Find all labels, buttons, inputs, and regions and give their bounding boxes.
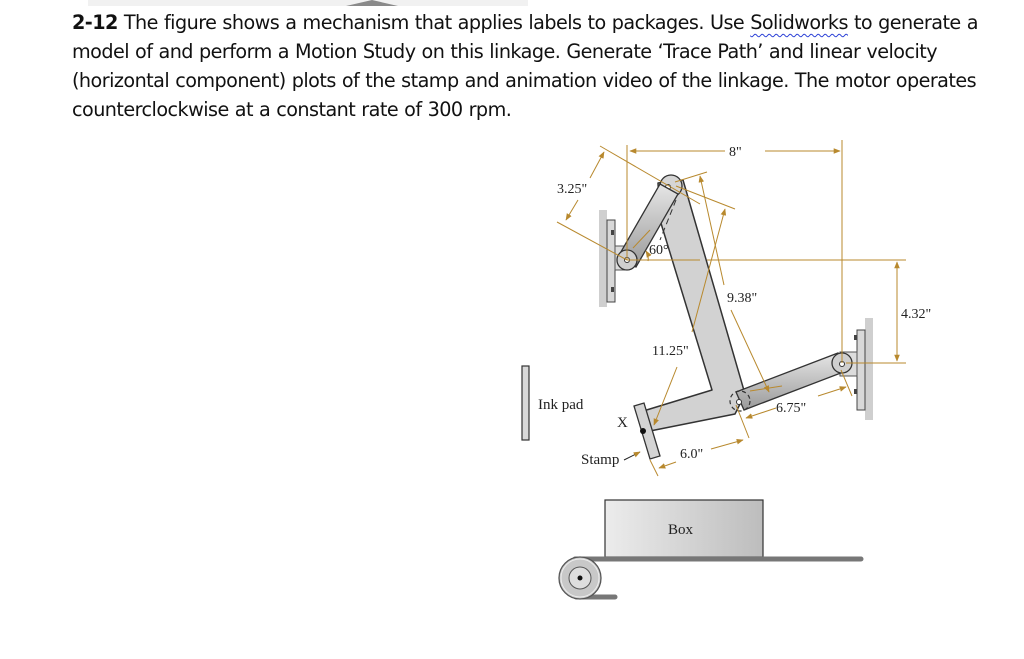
conveyor-roller <box>559 557 601 599</box>
label-box: Box <box>668 522 694 538</box>
dim-rocker-length: 6.75" <box>776 401 807 416</box>
conveyor-belt <box>575 559 861 597</box>
label-ink-pad: Ink pad <box>538 397 584 413</box>
software-name: Solidworks <box>750 11 848 34</box>
label-point-x: X <box>617 415 628 431</box>
dim-coupler-lower: 11.25" <box>652 344 689 359</box>
stamp-leader <box>624 452 640 460</box>
problem-text-part2: to generate a model of and perform a Motion Study on this linkage. Generate ‘Trace Path’ and linear velocity (horizontal component) plots of the stamp and animation video of the linkage. The motor operates counterclockwise at a constant rate of 300 rpm. <box>72 11 978 121</box>
dim-crank-angle: 60° <box>649 243 669 258</box>
dimension-lines <box>557 140 906 476</box>
label-stamp: Stamp <box>581 452 620 468</box>
problem-number: 2-12 <box>72 11 118 34</box>
dim-crank-length: 3.25" <box>557 182 588 197</box>
dim-vertical-offset: 4.32" <box>901 307 932 322</box>
problem-text-part1: The figure shows a mechanism that applies labels to packages. Use <box>117 11 751 34</box>
dim-stamp-arm: 6.0" <box>680 447 704 462</box>
dim-coupler-upper: 9.38" <box>727 291 758 306</box>
dim-horizontal-span: 8" <box>729 145 742 160</box>
ink-pad <box>522 366 529 440</box>
